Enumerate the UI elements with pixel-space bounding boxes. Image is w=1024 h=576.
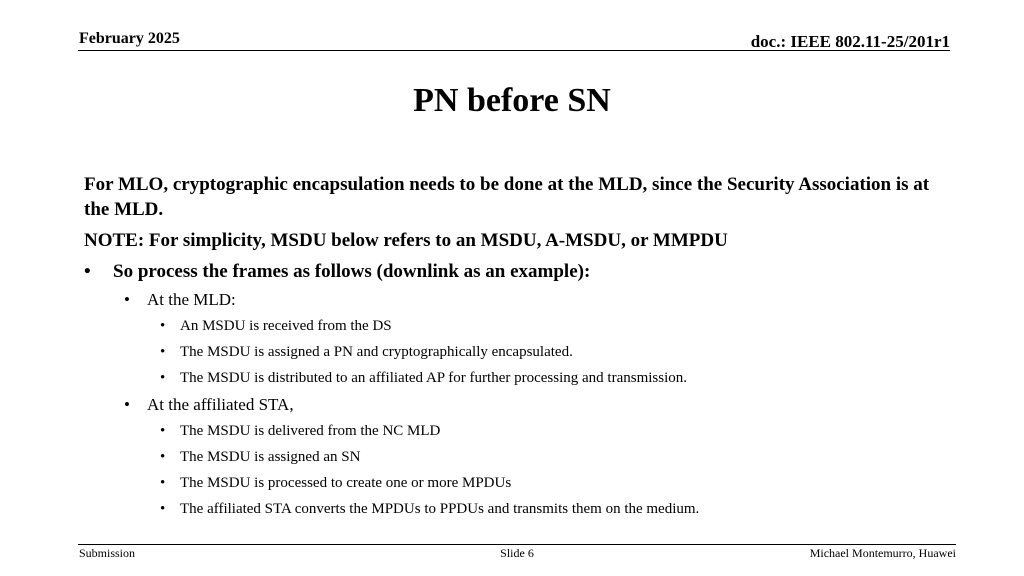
list-item: [84, 473, 944, 494]
bullet-icon: •: [160, 423, 166, 439]
list-item-text: The MSDU is distributed to an affiliated AP for further processing and transmission.: [180, 370, 688, 386]
header-date: February 2025: [79, 30, 180, 47]
header-divider: [78, 50, 950, 51]
intro-paragraph: For MLO, cryptographic encapsulation needs to be done at the MLD, since the Security Association is at the MLD.: [84, 174, 930, 220]
slide-title: PN before SN: [413, 82, 611, 119]
header-doc-id: doc.: IEEE 802.11-25/201r1: [750, 32, 950, 51]
list-item: [84, 447, 944, 468]
list-item-text: The affiliated STA converts the MPDUs to PPDUs and transmits them on the medium.: [180, 501, 700, 517]
list-item: [84, 368, 944, 389]
bullet-icon: •: [124, 290, 130, 309]
footer-submission: Submission: [79, 546, 136, 560]
sta-heading-item: [84, 394, 944, 416]
mld-heading-item: [84, 289, 944, 311]
footer-divider: [78, 544, 956, 545]
footer-author: Michael Montemurro, Huawei: [809, 546, 956, 560]
bullet-icon: •: [160, 344, 166, 360]
note-paragraph: NOTE: For simplicity, MSDU below refers to an MSDU, A-MSDU, or MMPDU: [84, 230, 728, 251]
bullet-icon: •: [160, 449, 166, 465]
list-item-text: An MSDU is received from the DS: [180, 318, 392, 334]
bullet-icon: •: [160, 475, 166, 491]
bullet-icon: •: [84, 261, 91, 282]
sta-heading-text: At the affiliated STA,: [147, 395, 294, 414]
list-item: [84, 316, 944, 337]
list-item-text: The MSDU is delivered from the NC MLD: [180, 423, 441, 439]
bullet-icon: •: [160, 370, 166, 386]
main-bullet-text: So process the frames as follows (downlink as an example):: [113, 261, 591, 282]
list-item: [84, 421, 944, 442]
main-bullet: [84, 259, 944, 284]
list-item: [84, 342, 944, 363]
bullet-icon: •: [124, 395, 130, 414]
list-item-text: The MSDU is assigned an SN: [180, 449, 361, 465]
footer-slide-number: Slide 6: [500, 546, 534, 560]
bullet-icon: •: [160, 318, 166, 334]
bullet-icon: •: [160, 501, 166, 517]
list-item: [84, 499, 944, 520]
mld-heading-text: At the MLD:: [147, 290, 236, 309]
list-item-text: The MSDU is processed to create one or more MPDUs: [180, 475, 512, 491]
list-item-text: The MSDU is assigned a PN and cryptographically encapsulated.: [180, 344, 573, 360]
slide-body: [84, 172, 944, 525]
